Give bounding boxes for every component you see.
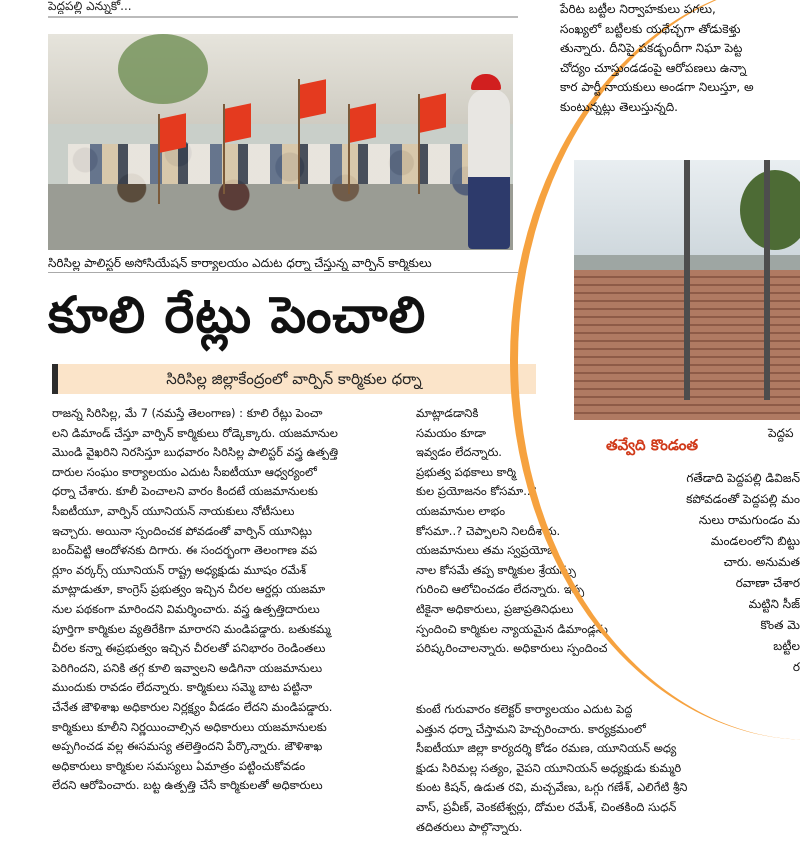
article-line: సీఐటీయూ, వార్పిన్ యూనియన్ నాయకులు నోటీసులు (52, 503, 295, 518)
right-article-column (640, 468, 800, 678)
article-line: నులు రామగుండం మ (698, 513, 800, 527)
article-line: రవాణా చేశార (735, 576, 800, 590)
article-line: ర్లూం వర్కర్స్ యూనియన్ రాష్ట్ర అధ్యక్షుడు మూషం రమేశ్ (52, 562, 307, 577)
article-line: ఇచ్చారు. అయినా స్పందించక పోవడంతో వార్పిన్ యూనిట్లు (52, 523, 313, 538)
article-line: స్పందించి కార్మికుల న్యాయమైన డిమాండ్లను (416, 621, 608, 636)
article-line: కుల ప్రయోజనం కోసమా..? (416, 484, 537, 499)
top-snippet: పెద్దపల్లి ఎన్నుకో... (48, 0, 132, 13)
article-line: బట్టీల (773, 639, 800, 653)
article-line: తున్నారు. దీనిపై పకడ్బందీగా నిఘా పెట్ట (560, 41, 743, 56)
article-line: కార పార్టీ నాయకులు అండగా నిలుస్తూ, అ (560, 80, 754, 95)
article-line: యజమానులు తమ స్వప్రయోజ (416, 543, 556, 558)
article-line: అధికారులు కార్మికుల సమస్యలు ఏమాత్రం పట్టించుకోవడం (52, 758, 306, 773)
byline-right-snippet: పెద్దప (768, 426, 794, 440)
article-line: చేనేత జౌళిశాఖ అధికారుల నిర్లక్ష్యం వీడడం లేదని మండిపడ్డారు. (52, 699, 333, 714)
article-line: నాల కోసమే తప్ప కార్మికుల శ్రేయస్సు (416, 562, 576, 577)
red-flag-icon (160, 113, 186, 153)
red-flag-icon (420, 93, 446, 133)
article-line: మొండి వైఖరిని నిరసిస్తూ బుధవారం సిరిసిల్ల పాలిస్టర్ వస్త్ర ఉత్పత్తి (52, 445, 339, 460)
article-line: గురించి ఆలోచించడం లేదన్నారు. ఇప్ప (416, 582, 585, 597)
article-line: యజమానుల లాభం (416, 503, 506, 518)
brick-kiln-photo (574, 160, 800, 420)
article-line: కపోవడంతో పెద్దపల్లి మం (686, 492, 800, 506)
article-line: వాస్, ప్రవీణ్, వెంకటేశ్వర్లు, దోమల రమేశ్, చింతకింది సుధన్ (416, 799, 677, 814)
top-rule (48, 16, 518, 18)
article-line: రాజన్న సిరిసిల్ల, మే 7 (నమస్తే తెలంగాణ) : కూలి రేట్లు పెంచా (52, 406, 323, 420)
red-flag-icon (350, 103, 376, 143)
article-line: పూర్తిగా కార్మికుల వ్యతిరేకిగా మారారని మండిపడ్డారు. బతుకమ్మ (52, 621, 331, 636)
article-line: పేరిట బట్టీల నిర్వాహకులు పగలు, (560, 2, 716, 16)
article-line: నుల పథకంగా మారిందని విమర్శించారు. వస్త్ర ఉత్పత్తిదారులు (52, 601, 320, 616)
article-line: కుంటున్నట్లు తెలుస్తున్నది. (560, 99, 678, 114)
article-line: మండలంలోని బిట్టు (710, 534, 800, 548)
article-line: తదితరులు పాల్గొన్నారు. (416, 819, 523, 834)
photo-tree (118, 34, 208, 104)
red-flag-icon (300, 79, 326, 119)
article-line: ముందుకు రావడం లేదన్నారు. కార్మికులు సమ్మె బాట పట్టినా (52, 680, 313, 695)
article-line: చీరల కన్నా ఈప్రభుత్వం ఇచ్చిన చీరలతో పనిభారం రెండింతలు (52, 641, 326, 656)
byline-headline: తవ్వేది కొండంత (606, 436, 699, 454)
article-line: లని డిమాండ్ చేస్తూ వార్పిన్ కార్మికులు రోడ్కెక్కారు. యజమానుల (52, 425, 338, 440)
article-line: చోద్యం చూస్తుండడంపై ఆరోపణలు ఉన్నా (560, 60, 747, 75)
article-line: కుంటే గురువారం కలెక్టర్ కార్యాలయం ఎదుట పెద్ద (416, 702, 633, 716)
article-line: కొంత మె (760, 618, 800, 632)
right-top-article (560, 0, 800, 118)
headline: కూలి రేట్లు పెంచాలి (48, 286, 427, 344)
article-line: మాట్లాడడానికి (416, 406, 479, 420)
article-line: దారుల సంఘం కార్యాలయం ఎదుట సీఐటీయూ ఆధ్వర్యంలో (52, 464, 317, 479)
article-line: మాట్లాడుతూ, కాంగ్రెస్ ప్రభుత్వం ఇచ్చిన చీరల ఆర్డర్లు యజమా (52, 582, 326, 597)
article-left-column (52, 404, 397, 796)
article-line: గతేడాది పెద్దపల్లి డివిజన్ (686, 471, 800, 485)
protest-photo (48, 34, 513, 250)
photo2-pole (764, 160, 770, 400)
subheadline-marker (52, 364, 58, 394)
photo-caption: సిరిసిల్ల పాలిస్టర్ అసోసియేషన్ కార్యాలయం ఎదుట ధర్నా చేస్తున్న వార్పిన్ కార్మికులు (48, 256, 432, 270)
photo-seated-people (68, 144, 468, 184)
article-line: కార్మికులు కూలీని నిర్ణయించాల్సిన అధికారులు యజమానులకు (52, 719, 327, 734)
article-line: క్షుడు సిరిమల్ల సత్యం, వైపని యూనియన్ అధ్యక్షుడు కుమ్మరి (416, 760, 682, 775)
article-line: ర (792, 660, 800, 674)
article-line: బంద్‌పెట్టి ఆందోళనకు దిగారు. ఈ సందర్భంగా తెలంగాణ వప (52, 543, 318, 558)
article-line: అప్పగించడ వల్ల ఈసమస్య తలెత్తిందని పేర్కొన్నారు. జౌళిశాఖ (52, 739, 323, 754)
article-line: ఇవ్వడం లేదన్నారు. (416, 445, 502, 460)
article-line: సీఐటీయూ జిల్లా కార్యదర్శి కోడం రమణ, యూనియన్ అధ్య (416, 741, 677, 756)
article-line: కోసమా..? చెప్పాలని నిలదీశారు. (416, 523, 561, 538)
article-line: పరిష్కరించాలన్నారు. అధికారులు స్పందించ (416, 641, 608, 656)
standing-worker (468, 89, 510, 249)
photo2-pole (684, 160, 690, 400)
article-line: కుంట కిషన్, ఉడుత రవి, మచ్చవేణు, ఒగ్గు గణేశ్, ఎలిగేటి శ్రీని (416, 780, 688, 795)
article-line: ప్రభుత్వ పథకాలు కార్మి (416, 464, 516, 479)
caption-rule (48, 272, 518, 273)
article-mid-bottom (416, 700, 728, 837)
article-line: సంఖ్యలో బట్టీలకు యథేచ్ఛగా తోడుకెళ్తు (560, 21, 741, 36)
article-line: చారు. అనుమత (723, 555, 800, 569)
subheadline: సిరిసిల్ల జిల్లాకేంద్రంలో వార్పిన్ కార్మికుల ధర్నా (52, 364, 536, 394)
article-line: ఎత్తున ధర్నా చేస్తామని హెచ్చరించారు. కార్యక్రమంలో (416, 721, 646, 736)
article-line: పెరిగిందని, పనికి తగ్గ కూలి ఇవ్వాలని అడిగినా యజమానులు (52, 660, 323, 675)
article-line: మట్టిని సీజ్ (748, 597, 800, 611)
red-flag-icon (225, 103, 251, 143)
article-line: లేదని ఆరోపించారు. బట్ట ఉత్పత్తి చేసే కార్మికులతో అధికారులు (52, 778, 323, 793)
article-line: ధర్నా చేశారు. కూలీ పెంచాలని వారం కిందటే యజమానులకు (52, 484, 318, 499)
article-line: టికైనా అధికారులు, ప్రజాప్రతినిధులు (416, 601, 574, 616)
article-line: సమయం కూడా (416, 425, 486, 440)
